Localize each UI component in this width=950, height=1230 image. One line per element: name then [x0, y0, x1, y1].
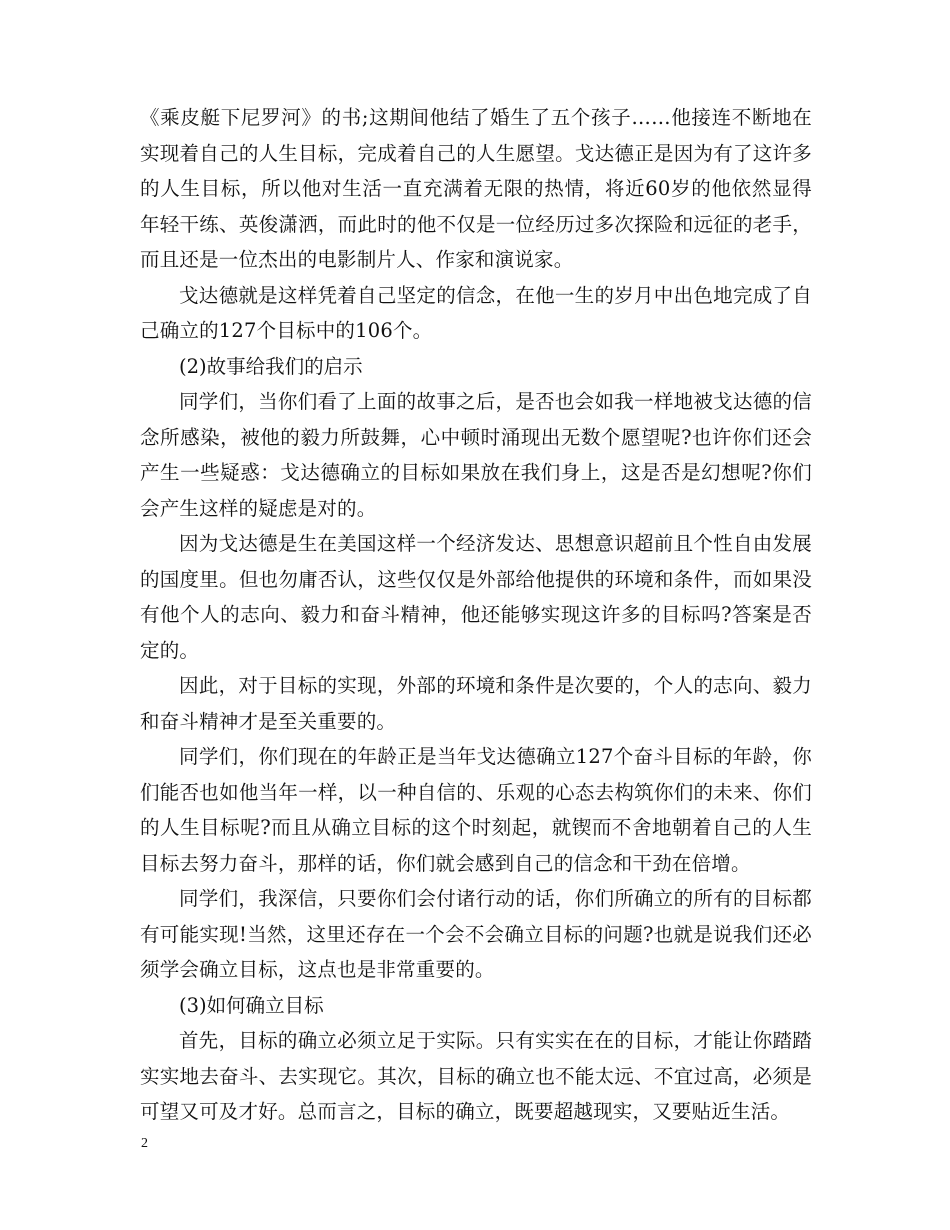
section-heading: (2)故事给我们的启示 [179, 354, 363, 378]
paragraph: 因此，对于目标的实现，外部的环境和条件是次要的，个人的志向、毅力和奋斗精神才是至关重要的。 [140, 674, 812, 733]
paragraph: 同学们，你们现在的年龄正是当年戈达德确立127个奋斗目标的年龄，你们能否也如他当年一样，以一种自信的、乐观的心态去构筑你们的未来、你们的人生目标呢?而且从确立目标的这个时刻起，就锲而不舍地朝着自己的人生目标去努力奋斗，那样的话，你们就会感到自己的信念和干劲在倍增。 [140, 745, 812, 875]
paragraph: 因为戈达德是生在美国这样一个经济发达、思想意识超前且个性自由发展的国度里。但也勿庸否认，这些仅仅是外部给他提供的环境和条件，而如果没有他个人的志向、毅力和奋斗精神，他还能够实现这许多的目标吗?答案是否定的。 [140, 532, 812, 662]
paragraph: 首先，目标的确立必须立足于实际。只有实实在在的目标，才能让你踏踏实实地去奋斗、去实现它。其次，目标的确立也不能太远、不宜过高，必须是可望又可及才好。总而言之，目标的确立，既要超越现实，又要贴近生活。 [140, 1029, 812, 1123]
paragraph: 同学们，我深信，只要你们会付诸行动的话，你们所确立的所有的目标都有可能实现!当然，这里还存在一个会不会确立目标的问题?也就是说我们还必须学会确立目标，这点也是非常重要的。 [140, 887, 812, 981]
paragraph: 同学们，当你们看了上面的故事之后，是否也会如我一样地被戈达德的信念所感染，被他的毅力所鼓舞，心中顿时涌现出无数个愿望呢?也许你们还会产生一些疑惑：戈达德确立的目标如果放在我们身上，这是否是幻想呢?你们会产生这样的疑虑是对的。 [140, 390, 812, 520]
paragraph: 《乘皮艇下尼罗河》的书;这期间他结了婚生了五个孩子……他接连不断地在实现着自己的人生目标，完成着自己的人生愿望。戈达德正是因为有了这许多的人生目标，所以他对生活一直充满着无限的热情，将近60岁的他依然显得年轻干练、英俊潇洒，而此时的他不仅是一位经历过多次探险和远征的老手，而且还是一位杰出的电影制片人、作家和演说家。 [140, 106, 812, 271]
section-heading: (3)如何确立目标 [179, 993, 324, 1017]
paragraph: 戈达德就是这样凭着自己坚定的信念，在他一生的岁月中出色地完成了自己确立的127个目标中的106个。 [140, 283, 812, 342]
document-body [140, 100, 812, 1130]
page-number: 2 [141, 1136, 148, 1151]
